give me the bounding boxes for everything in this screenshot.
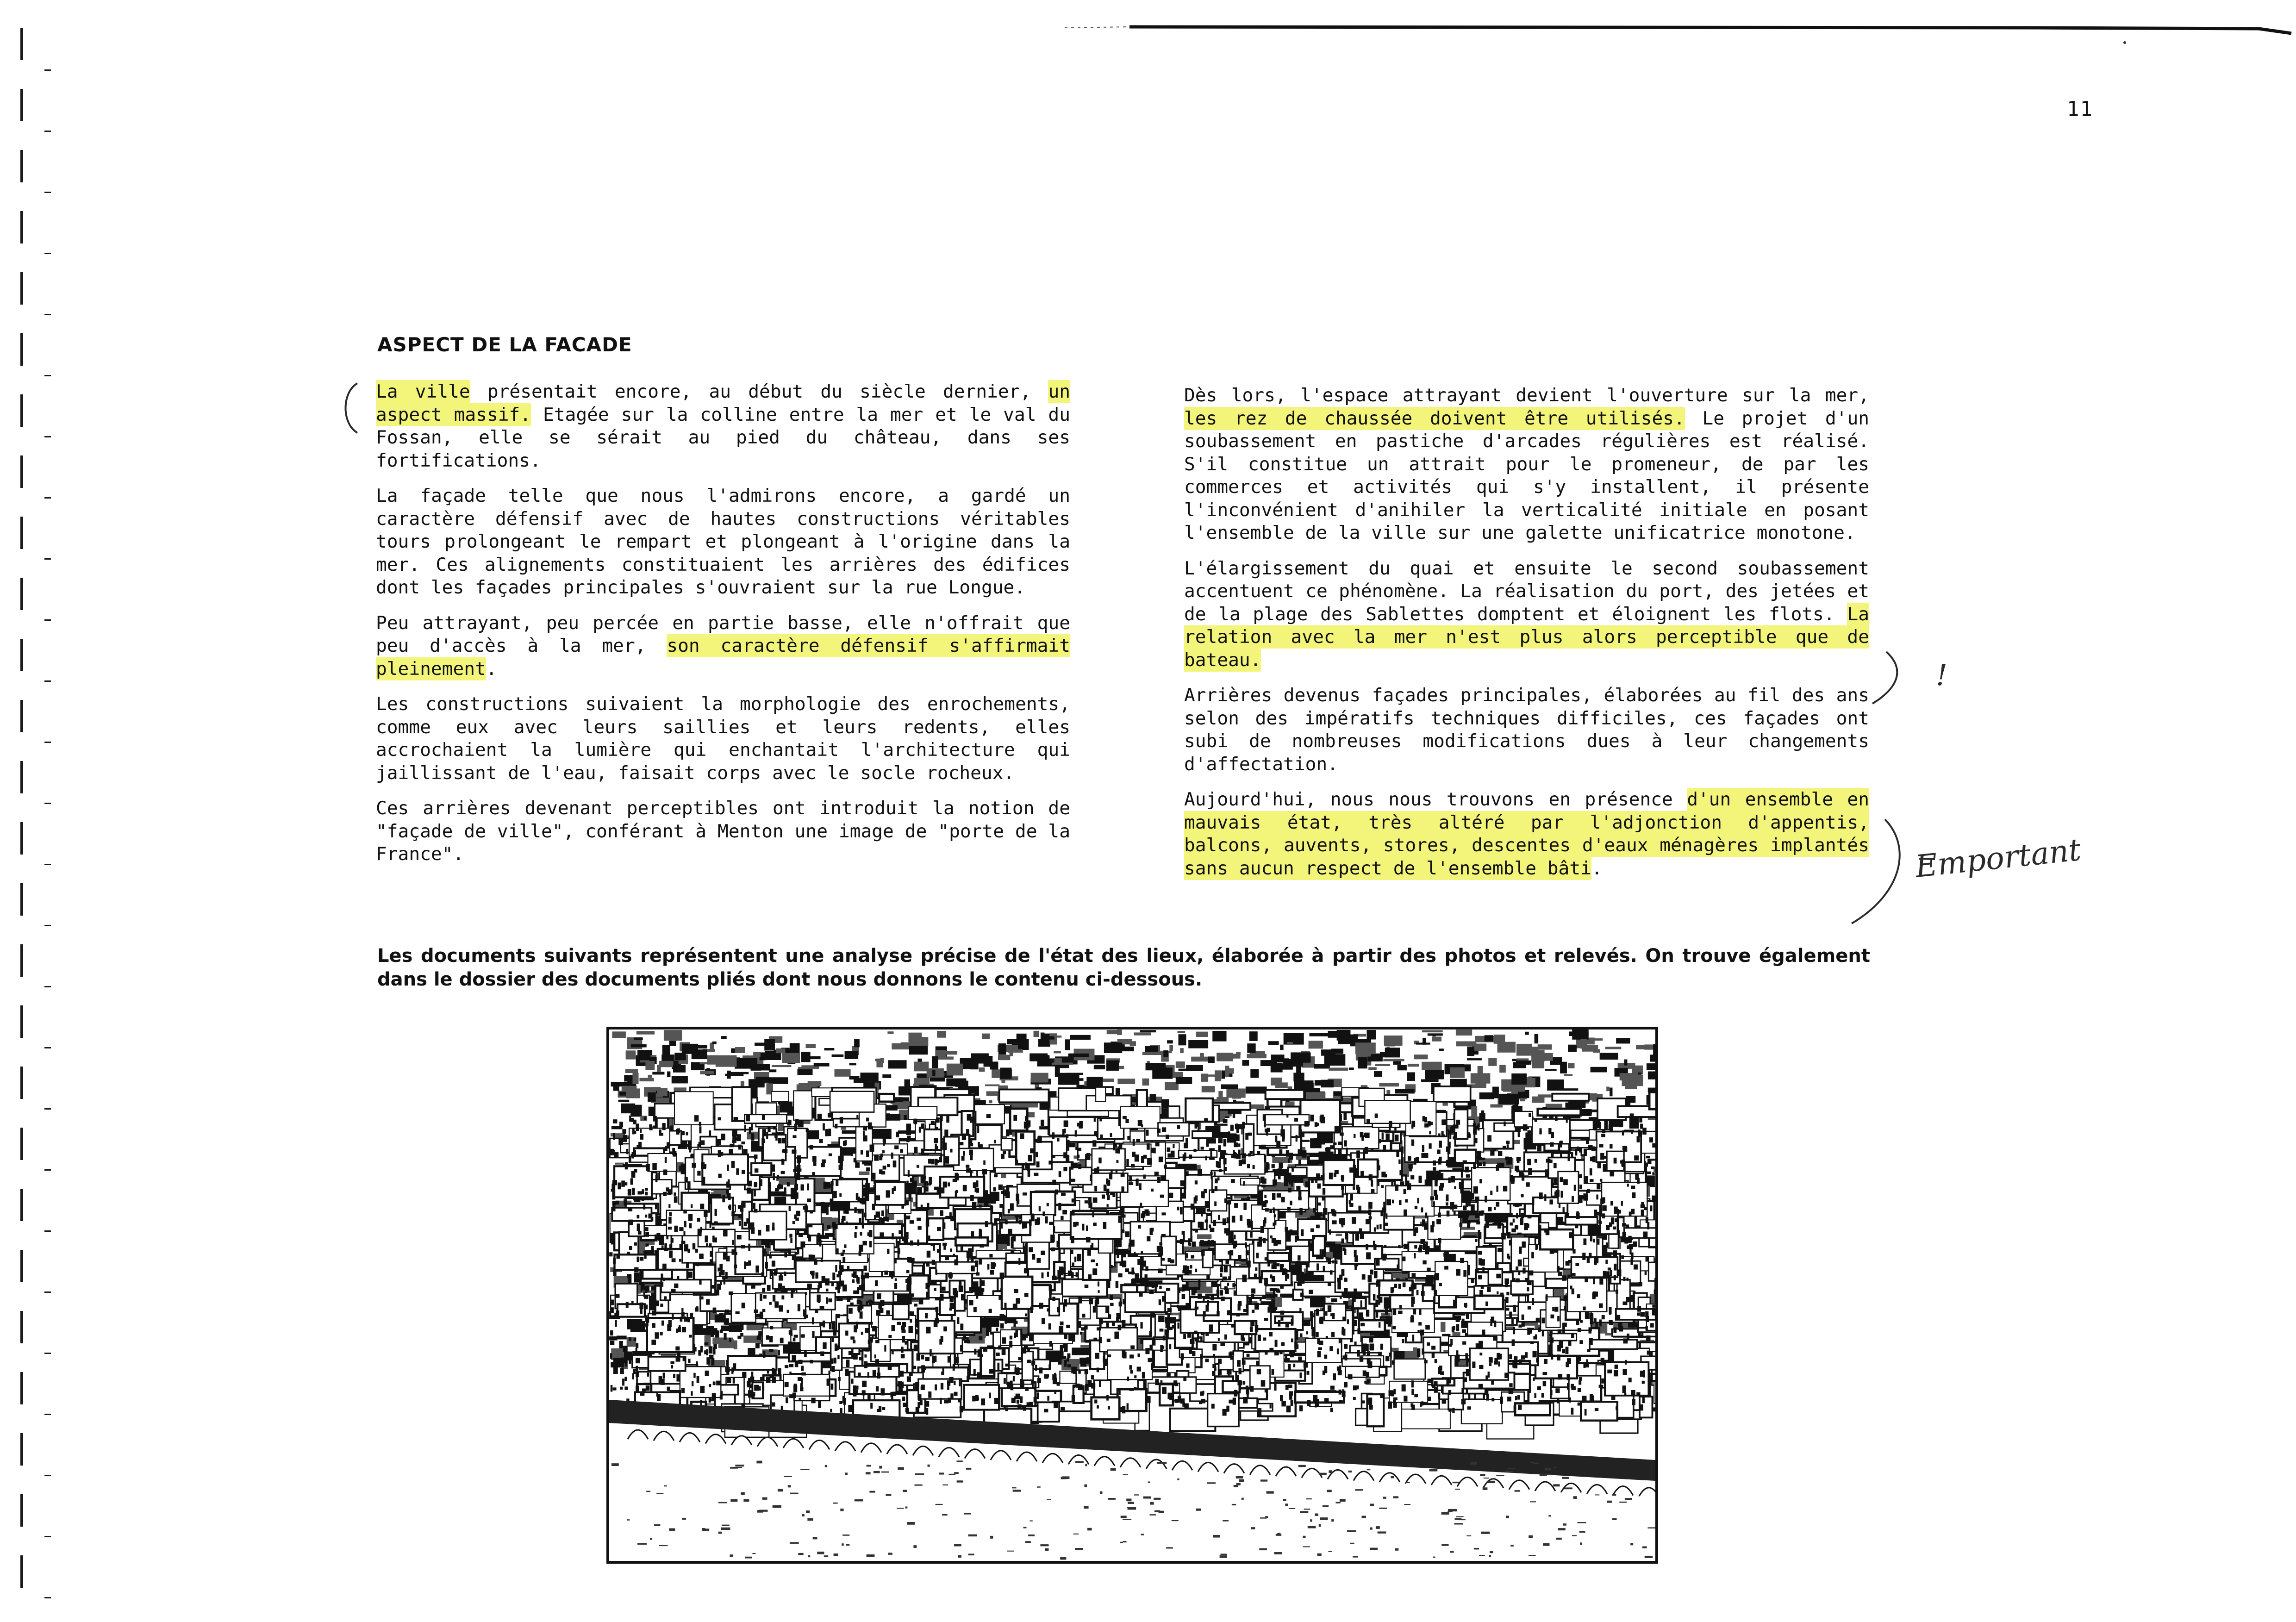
text-run: Ces arrières devenant perceptibles ont introduit la notion de "façade de ville", conférant à Menton une image de "porte de la France". bbox=[376, 798, 1070, 865]
text-run: Etagée sur la colline entre la mer et le val du Fossan, elle se sérait au pied du château, dans ses fortifications. bbox=[376, 404, 1070, 471]
paragraph bbox=[376, 612, 1070, 681]
page-number: 11 bbox=[2067, 97, 2093, 121]
highlighted-text: d'un ensemble en mauvais état, très altéré par l'adjonction d'appentis, balcons, auvents, stores, descentes d'eaux ménagères implantés sans aucun respect de l'ensemble bâti bbox=[1184, 789, 1869, 879]
text-run: Peu attrayant, peu percée en partie basse, elle n'offrait que peu d'accès à la mer, bbox=[376, 612, 1070, 656]
text-run: . bbox=[486, 658, 497, 680]
paragraph bbox=[376, 381, 1070, 472]
paragraph bbox=[1184, 557, 1869, 672]
highlighted-text: son caractère défensif s'affirmait pleinement bbox=[376, 635, 1070, 680]
handwritten-note: Emportant bbox=[1913, 831, 2083, 885]
highlighted-text: les rez de chaussée doivent être utilisés. bbox=[1184, 407, 1685, 429]
paragraph bbox=[1184, 788, 1869, 880]
text-run: Dès lors, l'espace attrayant devient l'ouverture sur la mer, bbox=[1184, 385, 1869, 406]
margin-exclamation-mark: ! bbox=[1936, 658, 1947, 692]
text-run: Le projet d'un soubassement en pastiche d'arcades régulières est réalisé. S'il constitue un attrait pour le promeneur, de par les commerces et activités qui s'y installent, il présente l'inconvénient d'anihiler la verticalité initiale en posant l'ensemble de la ville sur une galette unificatrice monotone. bbox=[1184, 407, 1870, 543]
right-text-column bbox=[1184, 384, 1869, 892]
paragraph bbox=[1184, 684, 1869, 776]
text-run: Les constructions suivaient la morphologie des enrochements, comme eux avec leurs saillies et leurs redents, elles accrochaient la lumière qui enchantait l'architecture qui jaillissant de l'eau, faisait corps avec le socle rocheux. bbox=[376, 693, 1070, 784]
left-text-column bbox=[376, 381, 1070, 879]
text-run: Aujourd'hui, nous nous trouvons en présence bbox=[1184, 789, 1687, 810]
text-run: . bbox=[1591, 857, 1603, 879]
section-title: ASPECT DE LA FACADE bbox=[377, 333, 632, 356]
paragraph bbox=[1184, 384, 1869, 545]
paragraph bbox=[376, 797, 1070, 866]
highlighted-text: La ville bbox=[376, 381, 470, 402]
highlighted-text: La relation avec la mer n'est plus alors perceptible que de bateau. bbox=[1184, 603, 1869, 671]
text-run: Arrières devenus façades principales, élaborées au fil des ans selon des impératifs techniques difficiles, ces façades ont subi de nombreuses modifications dues à leur changements d'affectation. bbox=[1184, 685, 1869, 775]
text-run: L'élargissement du quai et ensuite le second soubassement accentuent ce phénomène. La réalisation du port, des jetées et de la plage des Sablettes domptent et éloignent les flots. bbox=[1184, 557, 1869, 625]
paragraph bbox=[376, 693, 1070, 785]
binder-holes bbox=[0, 0, 56, 1622]
paragraph bbox=[376, 485, 1070, 599]
highlighted-text: un aspect massif. bbox=[376, 381, 1071, 425]
text-run: La façade telle que nous l'admirons encore, a gardé un caractère défensif avec de hautes constructions véritables tours prolongeant le rempart et plongeant à l'origine dans la mer. Ces alignements constituaient les arrières des édifices dont les façades principales s'ouvraient sur la rue Longue. bbox=[376, 485, 1070, 598]
top-rule bbox=[0, 0, 2296, 56]
aerial-photo-of-town-facade bbox=[606, 1027, 1658, 1564]
text-run: présentait encore, au début du siècle dernier, bbox=[470, 381, 1048, 402]
intro-paragraph: Les documents suivants représentent une analyse précise de l'état des lieux, élaborée à partir des photos et relevés. On trouve également dans le dossier des documents pliés dont nous donnons le contenu ci-dessous. bbox=[377, 945, 1870, 990]
